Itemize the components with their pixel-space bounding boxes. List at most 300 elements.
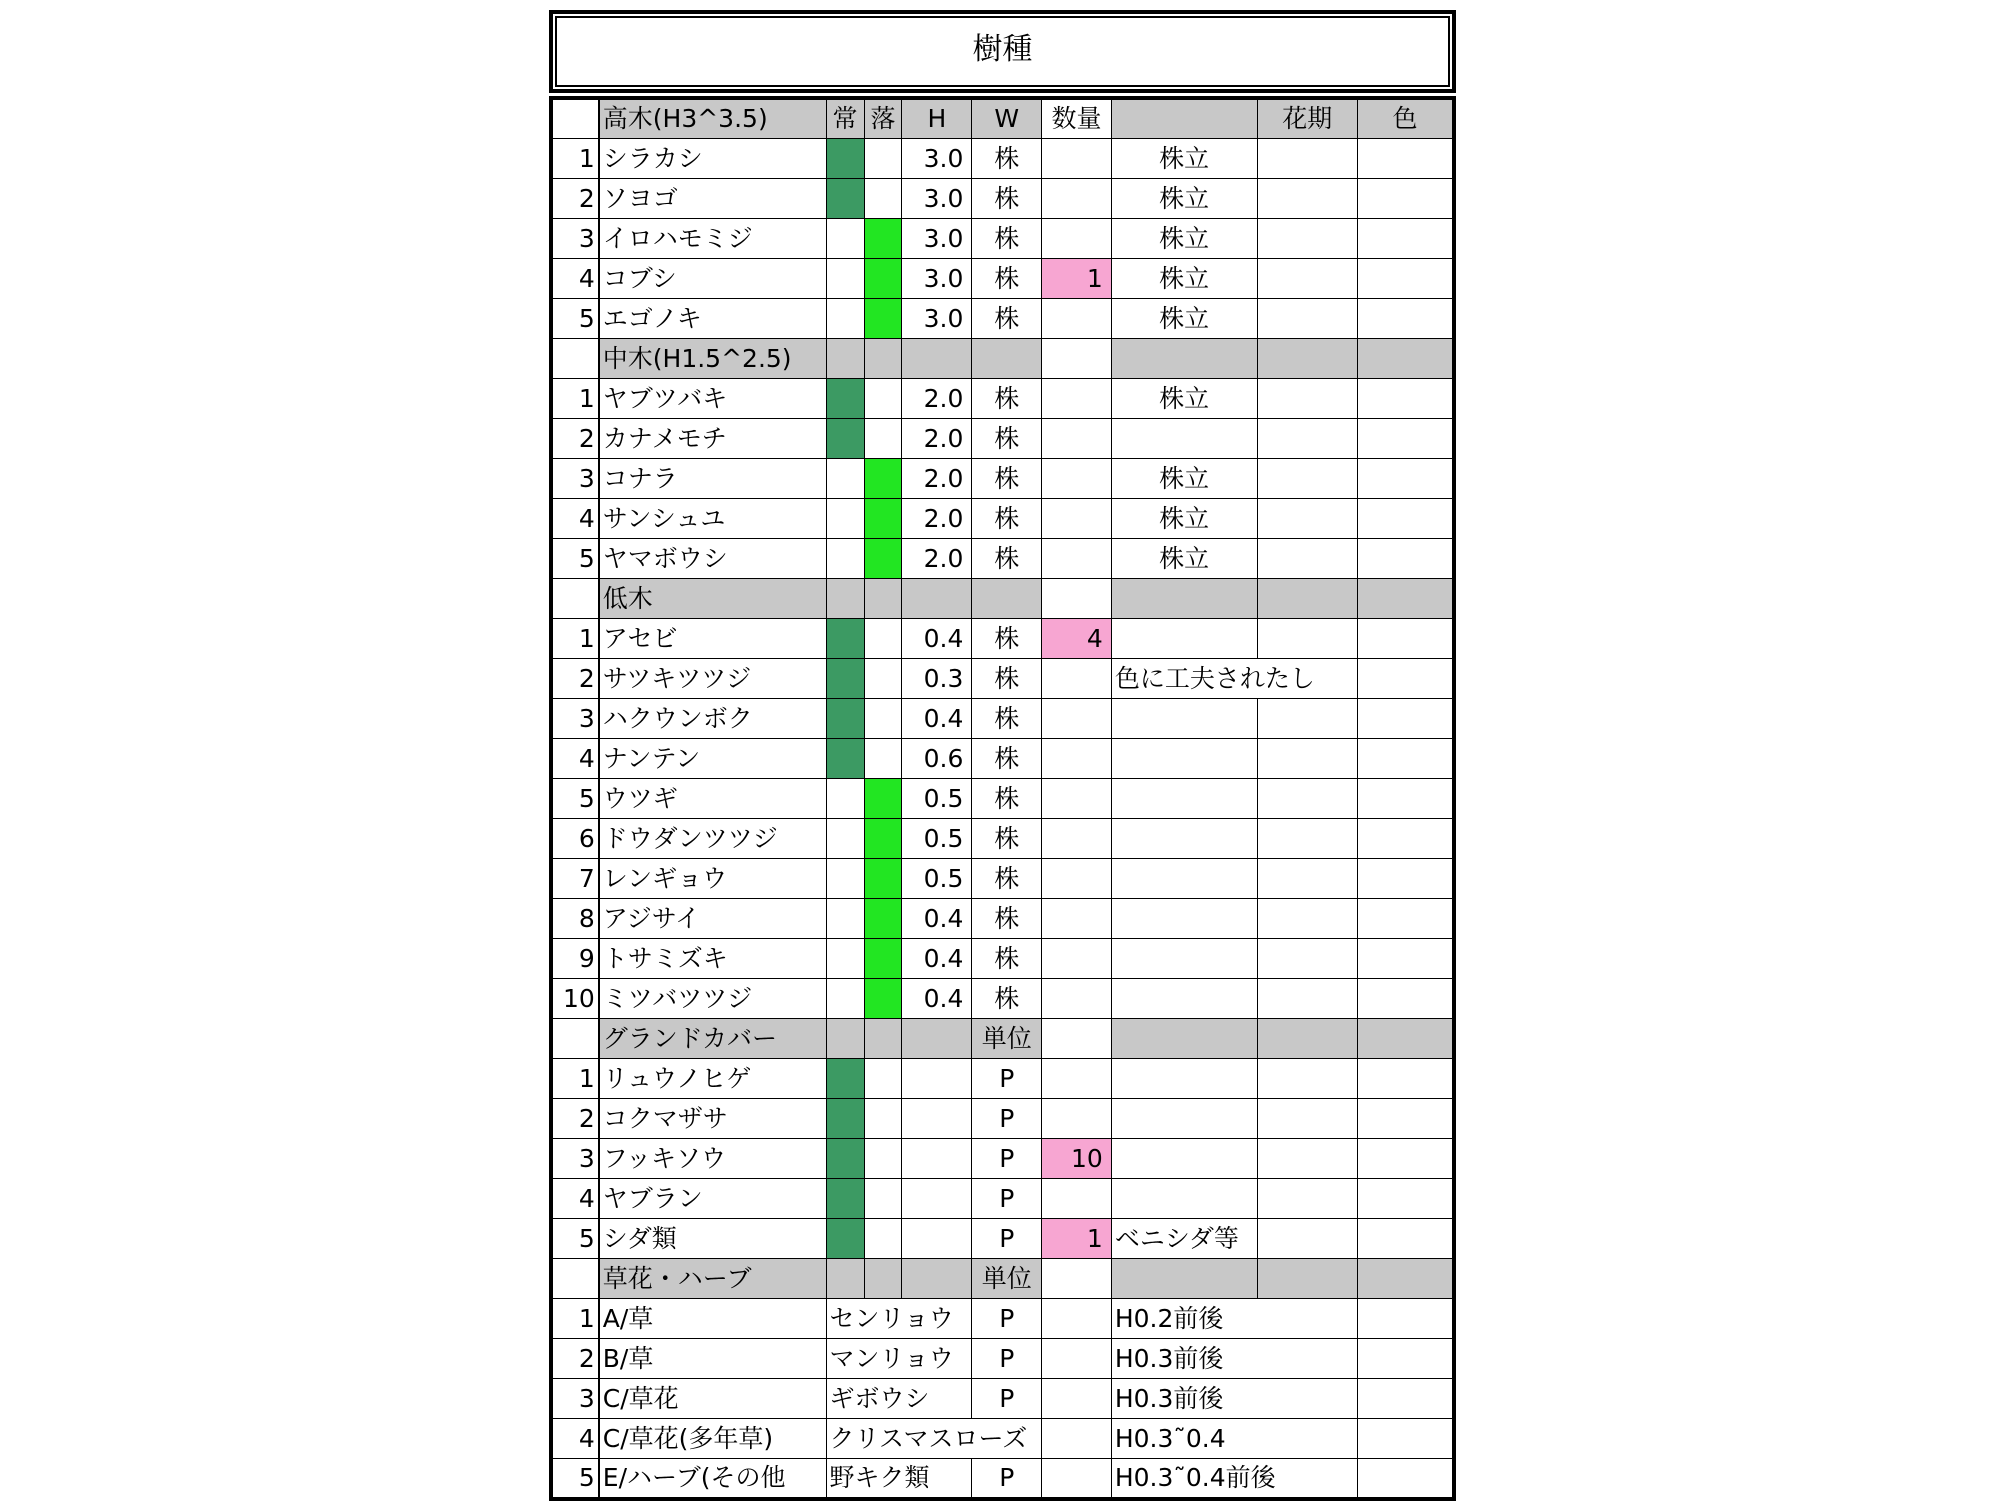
flowering-cell	[1257, 1059, 1357, 1099]
quantity-value	[1042, 1099, 1112, 1139]
row-number: 2	[551, 419, 599, 459]
flowering-cell	[1257, 259, 1357, 299]
deciduous-marker	[864, 619, 902, 659]
color-cell	[1357, 1139, 1454, 1179]
category-label: 草花・ハーブ	[599, 1259, 826, 1299]
quantity-value	[1042, 1379, 1112, 1419]
category-deciduous-cell	[864, 339, 902, 379]
note-text	[1111, 1139, 1257, 1179]
width-unit: P	[972, 1139, 1042, 1179]
table-row	[551, 499, 1454, 539]
table-row	[551, 739, 1454, 779]
table-row	[551, 699, 1454, 739]
species-name: ヤマボウシ	[599, 539, 826, 579]
herb-category: A/草	[599, 1299, 826, 1339]
flowering-cell	[1257, 459, 1357, 499]
row-number: 3	[551, 219, 599, 259]
evergreen-marker	[826, 539, 864, 579]
category-flowering-cell	[1257, 339, 1357, 379]
quantity-value	[1042, 1059, 1112, 1099]
flowering-cell	[1257, 859, 1357, 899]
category-qty-cell	[1042, 579, 1112, 619]
row-number: 8	[551, 899, 599, 939]
table-row	[551, 939, 1454, 979]
color-cell	[1357, 539, 1454, 579]
note-text	[1111, 739, 1257, 779]
species-name: レンギョウ	[599, 859, 826, 899]
example-species: クリスマスローズ	[826, 1419, 1042, 1459]
deciduous-marker	[864, 1139, 902, 1179]
color-cell	[1357, 139, 1454, 179]
evergreen-marker	[826, 819, 864, 859]
note-text: 株立	[1111, 299, 1257, 339]
flowering-cell	[1257, 939, 1357, 979]
species-name: コクマザサ	[599, 1099, 826, 1139]
flowering-cell	[1257, 1139, 1357, 1179]
table-row	[551, 1459, 1454, 1500]
row-number: 4	[551, 499, 599, 539]
width-unit: 株	[972, 899, 1042, 939]
table-row	[551, 1219, 1454, 1259]
width-unit: 株	[972, 859, 1042, 899]
deciduous-marker	[864, 219, 902, 259]
table-row	[551, 259, 1454, 299]
height-value: 3.0	[902, 219, 972, 259]
width-unit: 株	[972, 259, 1042, 299]
flowering-cell	[1257, 1179, 1357, 1219]
species-name: シダ類	[599, 1219, 826, 1259]
evergreen-marker	[826, 659, 864, 699]
unit-value: P	[972, 1379, 1042, 1419]
width-unit: 株	[972, 779, 1042, 819]
color-cell	[1357, 1339, 1454, 1379]
note-text: 株立	[1111, 139, 1257, 179]
category-h-cell	[902, 579, 972, 619]
table-row	[551, 979, 1454, 1019]
header-category: 高木(H3^3.5)	[599, 98, 826, 139]
row-number: 3	[551, 1139, 599, 1179]
flowering-cell	[1257, 179, 1357, 219]
flowering-cell	[1257, 899, 1357, 939]
header-row	[551, 98, 1454, 139]
color-cell	[1357, 1459, 1454, 1500]
color-cell	[1357, 419, 1454, 459]
width-unit: 株	[972, 179, 1042, 219]
height-value: 2.0	[902, 379, 972, 419]
header-no-cell	[551, 98, 599, 139]
category-unit-label: 単位	[972, 1019, 1042, 1059]
species-name: コブシ	[599, 259, 826, 299]
category-color-cell	[1357, 1019, 1454, 1059]
height-value: 0.4	[902, 899, 972, 939]
row-number: 9	[551, 939, 599, 979]
note-text	[1111, 1179, 1257, 1219]
quantity-value	[1042, 1419, 1112, 1459]
quantity-value	[1042, 219, 1112, 259]
category-evergreen-cell	[826, 1259, 864, 1299]
width-unit: 株	[972, 619, 1042, 659]
table-row	[551, 459, 1454, 499]
table-row	[551, 819, 1454, 859]
note-text: 株立	[1111, 259, 1257, 299]
table-row	[551, 379, 1454, 419]
row-number: 3	[551, 1379, 599, 1419]
category-note-cell	[1111, 1019, 1257, 1059]
note-text: 株立	[1111, 499, 1257, 539]
category-color-cell	[1357, 1259, 1454, 1299]
category-h-cell	[902, 1259, 972, 1299]
height-value: 2.0	[902, 419, 972, 459]
header-qty: 数量	[1042, 98, 1112, 139]
quantity-value	[1042, 779, 1112, 819]
deciduous-marker	[864, 859, 902, 899]
width-unit: 株	[972, 419, 1042, 459]
example-species: センリョウ	[826, 1299, 972, 1339]
title-box	[549, 10, 1456, 93]
deciduous-marker	[864, 979, 902, 1019]
evergreen-marker	[826, 699, 864, 739]
row-number: 3	[551, 699, 599, 739]
row-number: 2	[551, 1339, 599, 1379]
note-text: H0.3˜0.4	[1111, 1419, 1357, 1459]
note-text	[1111, 1099, 1257, 1139]
species-name: エゴノキ	[599, 299, 826, 339]
row-number: 1	[551, 1059, 599, 1099]
color-cell	[1357, 1099, 1454, 1139]
flowering-cell	[1257, 419, 1357, 459]
color-cell	[1357, 219, 1454, 259]
width-unit: 株	[972, 459, 1042, 499]
table-row	[551, 179, 1454, 219]
color-cell	[1357, 1419, 1454, 1459]
deciduous-marker	[864, 659, 902, 699]
note-text: 株立	[1111, 379, 1257, 419]
category-label: 低木	[599, 579, 826, 619]
deciduous-marker	[864, 379, 902, 419]
height-value	[902, 1179, 972, 1219]
table-row	[551, 1299, 1454, 1339]
species-name: カナメモチ	[599, 419, 826, 459]
quantity-value: 1	[1042, 259, 1112, 299]
width-unit: 株	[972, 659, 1042, 699]
deciduous-marker	[864, 739, 902, 779]
header-flowering: 花期	[1257, 98, 1357, 139]
page-title: 樹種	[972, 32, 1033, 67]
deciduous-marker	[864, 1099, 902, 1139]
evergreen-marker	[826, 1099, 864, 1139]
category-deciduous-cell	[864, 1019, 902, 1059]
height-value: 0.4	[902, 939, 972, 979]
row-number: 6	[551, 819, 599, 859]
table-row	[551, 619, 1454, 659]
table-row	[551, 899, 1454, 939]
flowering-cell	[1257, 539, 1357, 579]
height-value	[902, 1219, 972, 1259]
evergreen-marker	[826, 499, 864, 539]
color-cell	[1357, 1379, 1454, 1419]
herb-category: C/草花	[599, 1379, 826, 1419]
category-row	[551, 1259, 1454, 1299]
note-text: H0.3˜0.4前後	[1111, 1459, 1357, 1500]
table-row	[551, 139, 1454, 179]
flowering-cell	[1257, 219, 1357, 259]
category-deciduous-cell	[864, 579, 902, 619]
species-name: トサミズキ	[599, 939, 826, 979]
height-value: 2.0	[902, 499, 972, 539]
category-deciduous-cell	[864, 1259, 902, 1299]
header-h: H	[902, 98, 972, 139]
height-value: 2.0	[902, 539, 972, 579]
row-number: 5	[551, 1459, 599, 1500]
herb-category: C/草花(多年草)	[599, 1419, 826, 1459]
quantity-value	[1042, 1299, 1112, 1339]
unit-value: P	[972, 1299, 1042, 1339]
note-text: 株立	[1111, 539, 1257, 579]
species-name: ウツギ	[599, 779, 826, 819]
evergreen-marker	[826, 459, 864, 499]
table-row	[551, 1419, 1454, 1459]
category-color-cell	[1357, 579, 1454, 619]
evergreen-marker	[826, 619, 864, 659]
deciduous-marker	[864, 139, 902, 179]
row-number: 3	[551, 459, 599, 499]
color-cell	[1357, 619, 1454, 659]
evergreen-marker	[826, 979, 864, 1019]
quantity-value	[1042, 139, 1112, 179]
quantity-value	[1042, 1459, 1112, 1500]
category-label: 中木(H1.5^2.5)	[599, 339, 826, 379]
species-name: ヤブツバキ	[599, 379, 826, 419]
table-row	[551, 1339, 1454, 1379]
row-number: 10	[551, 979, 599, 1019]
row-number: 1	[551, 619, 599, 659]
height-value: 3.0	[902, 299, 972, 339]
row-number: 2	[551, 1099, 599, 1139]
flowering-cell	[1257, 739, 1357, 779]
herb-category: E/ハーブ(その他	[599, 1459, 826, 1500]
quantity-value	[1042, 499, 1112, 539]
height-value: 0.4	[902, 699, 972, 739]
height-value: 0.5	[902, 859, 972, 899]
deciduous-marker	[864, 1059, 902, 1099]
quantity-value	[1042, 1179, 1112, 1219]
width-unit: 株	[972, 379, 1042, 419]
evergreen-marker	[826, 1059, 864, 1099]
evergreen-marker	[826, 419, 864, 459]
deciduous-marker	[864, 299, 902, 339]
row-number: 2	[551, 179, 599, 219]
table-row	[551, 299, 1454, 339]
width-unit: P	[972, 1179, 1042, 1219]
evergreen-marker	[826, 739, 864, 779]
deciduous-marker	[864, 539, 902, 579]
row-number: 5	[551, 779, 599, 819]
note-text	[1111, 779, 1257, 819]
row-number: 4	[551, 739, 599, 779]
quantity-value: 10	[1042, 1139, 1112, 1179]
height-value	[902, 1099, 972, 1139]
species-name: ミツバツツジ	[599, 979, 826, 1019]
category-evergreen-cell	[826, 579, 864, 619]
header-evergreen: 常	[826, 98, 864, 139]
flowering-cell	[1257, 619, 1357, 659]
note-text: 株立	[1111, 179, 1257, 219]
table-row	[551, 1139, 1454, 1179]
width-unit: P	[972, 1099, 1042, 1139]
category-h-cell	[902, 1019, 972, 1059]
height-value: 0.3	[902, 659, 972, 699]
unit-value: P	[972, 1339, 1042, 1379]
quantity-value	[1042, 939, 1112, 979]
species-name: コナラ	[599, 459, 826, 499]
color-cell	[1357, 979, 1454, 1019]
example-species: マンリョウ	[826, 1339, 972, 1379]
table-row	[551, 1059, 1454, 1099]
deciduous-marker	[864, 459, 902, 499]
color-cell	[1357, 459, 1454, 499]
evergreen-marker	[826, 139, 864, 179]
quantity-value	[1042, 419, 1112, 459]
category-evergreen-cell	[826, 1019, 864, 1059]
flowering-cell	[1257, 699, 1357, 739]
row-number: 2	[551, 659, 599, 699]
note-text: 色に工夫されたし	[1111, 659, 1357, 699]
note-text	[1111, 899, 1257, 939]
color-cell	[1357, 379, 1454, 419]
table-row	[551, 539, 1454, 579]
category-h-cell	[902, 339, 972, 379]
color-cell	[1357, 179, 1454, 219]
species-name: リュウノヒゲ	[599, 1059, 826, 1099]
quantity-value	[1042, 659, 1112, 699]
note-text	[1111, 699, 1257, 739]
evergreen-marker	[826, 379, 864, 419]
category-no-cell	[551, 579, 599, 619]
flowering-cell	[1257, 1099, 1357, 1139]
tree-species-table	[549, 96, 1456, 1501]
table-row	[551, 859, 1454, 899]
table-row	[551, 419, 1454, 459]
width-unit: 株	[972, 499, 1042, 539]
quantity-value: 1	[1042, 1219, 1112, 1259]
width-unit: 株	[972, 699, 1042, 739]
category-unit-label	[972, 579, 1042, 619]
example-species: 野キク類	[826, 1459, 972, 1500]
color-cell	[1357, 779, 1454, 819]
note-text	[1111, 819, 1257, 859]
header-w: W	[972, 98, 1042, 139]
species-name: フッキソウ	[599, 1139, 826, 1179]
row-number: 4	[551, 1419, 599, 1459]
flowering-cell	[1257, 1219, 1357, 1259]
category-note-cell	[1111, 1259, 1257, 1299]
deciduous-marker	[864, 1219, 902, 1259]
evergreen-marker	[826, 1179, 864, 1219]
color-cell	[1357, 739, 1454, 779]
flowering-cell	[1257, 139, 1357, 179]
height-value: 3.0	[902, 179, 972, 219]
quantity-value	[1042, 379, 1112, 419]
category-row	[551, 339, 1454, 379]
height-value: 0.4	[902, 979, 972, 1019]
width-unit: 株	[972, 979, 1042, 1019]
quantity-value	[1042, 459, 1112, 499]
deciduous-marker	[864, 179, 902, 219]
note-text	[1111, 1059, 1257, 1099]
quantity-value	[1042, 1339, 1112, 1379]
width-unit: 株	[972, 539, 1042, 579]
note-text	[1111, 619, 1257, 659]
category-label: グランドカバー	[599, 1019, 826, 1059]
width-unit: 株	[972, 939, 1042, 979]
category-no-cell	[551, 1259, 599, 1299]
category-no-cell	[551, 1019, 599, 1059]
table-row	[551, 1179, 1454, 1219]
category-evergreen-cell	[826, 339, 864, 379]
color-cell	[1357, 299, 1454, 339]
width-unit: 株	[972, 819, 1042, 859]
evergreen-marker	[826, 1219, 864, 1259]
category-unit-label: 単位	[972, 1259, 1042, 1299]
category-note-cell	[1111, 339, 1257, 379]
deciduous-marker	[864, 419, 902, 459]
species-name: アジサイ	[599, 899, 826, 939]
category-note-cell	[1111, 579, 1257, 619]
category-qty-cell	[1042, 339, 1112, 379]
unit-value: P	[972, 1459, 1042, 1500]
color-cell	[1357, 699, 1454, 739]
table-row	[551, 219, 1454, 259]
flowering-cell	[1257, 779, 1357, 819]
category-flowering-cell	[1257, 1259, 1357, 1299]
species-name: ナンテン	[599, 739, 826, 779]
table-row	[551, 1099, 1454, 1139]
species-name: サツキツツジ	[599, 659, 826, 699]
width-unit: P	[972, 1059, 1042, 1099]
note-text	[1111, 859, 1257, 899]
table-row	[551, 659, 1454, 699]
row-number: 1	[551, 379, 599, 419]
note-text	[1111, 939, 1257, 979]
evergreen-marker	[826, 779, 864, 819]
species-name: イロハモミジ	[599, 219, 826, 259]
evergreen-marker	[826, 899, 864, 939]
category-color-cell	[1357, 339, 1454, 379]
height-value	[902, 1139, 972, 1179]
category-row	[551, 579, 1454, 619]
color-cell	[1357, 1299, 1454, 1339]
color-cell	[1357, 1179, 1454, 1219]
color-cell	[1357, 859, 1454, 899]
evergreen-marker	[826, 939, 864, 979]
header-deciduous: 落	[864, 98, 902, 139]
quantity-value	[1042, 539, 1112, 579]
table-row	[551, 1379, 1454, 1419]
flowering-cell	[1257, 379, 1357, 419]
evergreen-marker	[826, 1139, 864, 1179]
category-flowering-cell	[1257, 579, 1357, 619]
row-number: 1	[551, 1299, 599, 1339]
note-text: ベニシダ等	[1111, 1219, 1257, 1259]
quantity-value	[1042, 699, 1112, 739]
deciduous-marker	[864, 259, 902, 299]
note-text	[1111, 419, 1257, 459]
header-color: 色	[1357, 98, 1454, 139]
deciduous-marker	[864, 819, 902, 859]
evergreen-marker	[826, 179, 864, 219]
flowering-cell	[1257, 979, 1357, 1019]
row-number: 5	[551, 299, 599, 339]
